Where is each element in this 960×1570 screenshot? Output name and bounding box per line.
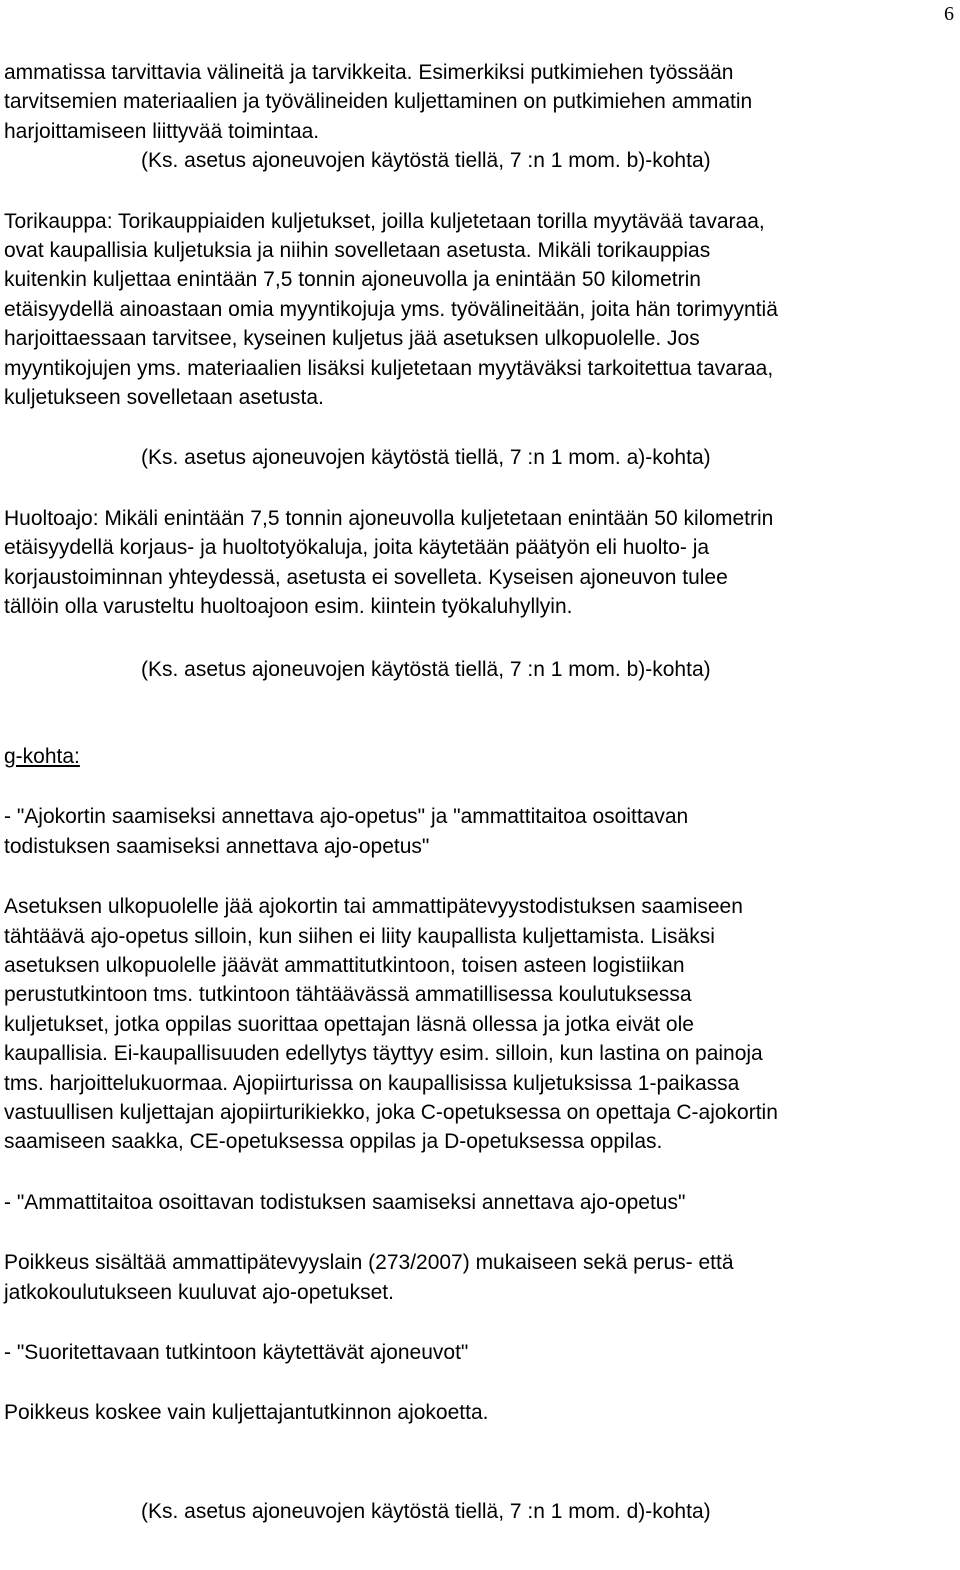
reference-note: (Ks. asetus ajoneuvojen käytöstä tiellä, 7 :n 1 mom. d)-kohta): [141, 1499, 711, 1523]
text-line: kuljetukset, jotka oppilas suorittaa opettajan läsnä ollessa ja jotka eivät ole: [4, 1012, 694, 1036]
intro-paragraph: [4, 58, 954, 146]
text-line: perustutkintoon tms. tutkintoon tähtäävässä ammatillisessa koulutuksessa: [4, 983, 692, 1007]
text-line: tms. harjoittelukuormaa. Ajopiirturissa on kaupallisissa kuljetuksissa 1-paikassa: [4, 1071, 740, 1095]
text-line: myyntikojujen yms. materiaalien lisäksi kuljetetaan myytäväksi tarkoitettua tavaraa,: [4, 356, 774, 380]
item3-body: Poikkeus koskee vain kuljettajantutkinnon ajokoetta.: [4, 1401, 489, 1425]
text-line: Asetuksen ulkopuolelle jää ajokortin tai ammattipätevyystodistuksen saamiseen: [4, 895, 743, 919]
text-line: - "Ajokortin saamiseksi annettava ajo-opetus" ja "ammattitaitoa osoittavan: [4, 805, 689, 829]
reference-note: (Ks. asetus ajoneuvojen käytöstä tiellä, 7 :n 1 mom. b)-kohta): [141, 149, 711, 173]
torikauppa-paragraph: [4, 207, 954, 413]
text-line: tarvitsemien materiaalien ja työvälineiden kuljettaminen on putkimiehen ammatin: [4, 90, 753, 114]
page-number: 6: [944, 3, 954, 25]
item1-title: [4, 802, 954, 861]
document-body: [4, 58, 954, 1526]
text-line: vastuullisen kuljettajan ajopiirturikiekko, joka C-opetuksessa on opettaja C-ajokortin: [4, 1100, 778, 1124]
text-line: ammatissa tarvittavia välineitä ja tarvikkeita. Esimerkiksi putkimiehen työssään: [4, 61, 734, 84]
text-line: saamiseen saakka, CE-opetuksessa oppilas ja D-opetuksessa oppilas.: [4, 1130, 663, 1154]
item3-title: - "Suoritettavaan tutkintoon käytettävät ajoneuvot": [4, 1341, 469, 1364]
text-line: Poikkeus sisältää ammattipätevyyslain (273/2007) mukaiseen sekä perus- että: [4, 1251, 734, 1275]
text-line: kaupallisia. Ei-kaupallisuuden edellytys täyttyy esim. silloin, kun lastina on painoja: [4, 1042, 763, 1066]
text-line: tällöin olla varusteltu huoltoajoon esim. kiintein työkaluhyllyin.: [4, 595, 573, 619]
text-line: kuitenkin kuljettaa enintään 7,5 tonnin ajoneuvolla ja enintään 50 kilometrin: [4, 268, 701, 292]
item1-body: [4, 892, 954, 1157]
item2-title: - "Ammattitaitoa osoittavan todistuksen saamiseksi annettava ajo-opetus": [4, 1190, 686, 1214]
text-line: tähtäävä ajo-opetus silloin, kun siihen ei liity kaupallista kuljettamista. Lisäksi: [4, 924, 715, 948]
text-line: Torikauppa: Torikauppiaiden kuljetukset, joilla kuljetetaan torilla myytävää tavaraa,: [4, 209, 765, 233]
text-line: etäisyydellä ainoastaan omia myyntikojuja yms. työvälineitään, joita hän torimyyntiä: [4, 297, 778, 321]
reference-note: (Ks. asetus ajoneuvojen käytöstä tiellä, 7 :n 1 mom. a)-kohta): [141, 446, 711, 470]
reference-note: (Ks. asetus ajoneuvojen käytöstä tiellä, 7 :n 1 mom. b)-kohta): [141, 657, 711, 681]
text-line: todistuksen saamiseksi annettava ajo-opetus": [4, 834, 430, 858]
text-line: jatkokoulutukseen kuuluvat ajo-opetukset.: [4, 1280, 394, 1304]
text-line: kuljetukseen sovelletaan asetusta.: [4, 386, 324, 410]
text-line: Huoltoajo: Mikäli enintään 7,5 tonnin ajoneuvolla kuljetetaan enintään 50 kilometrin: [4, 506, 774, 530]
text-line: asetuksen ulkopuolelle jäävät ammattitutkintoon, toisen asteen logistiikan: [4, 953, 685, 977]
text-line: ovat kaupallisia kuljetuksia ja niihin sovelletaan asetusta. Mikäli torikauppias: [4, 239, 711, 263]
text-line: etäisyydellä korjaus- ja huoltotyökaluja, joita käytetään päätyön eli huolto- ja: [4, 536, 710, 560]
text-line: harjoittaessaan tarvitsee, kyseinen kuljetus jää asetuksen ulkopuolelle. Jos: [4, 327, 700, 351]
text-line: korjaustoiminnan yhteydessä, asetusta ei sovelleta. Kyseisen ajoneuvon tulee: [4, 565, 728, 589]
section-heading: g-kohta:: [4, 744, 80, 768]
item2-body: [4, 1248, 954, 1307]
huoltoajo-paragraph: [4, 504, 954, 622]
text-line: harjoittamiseen liittyvää toimintaa.: [4, 119, 320, 143]
